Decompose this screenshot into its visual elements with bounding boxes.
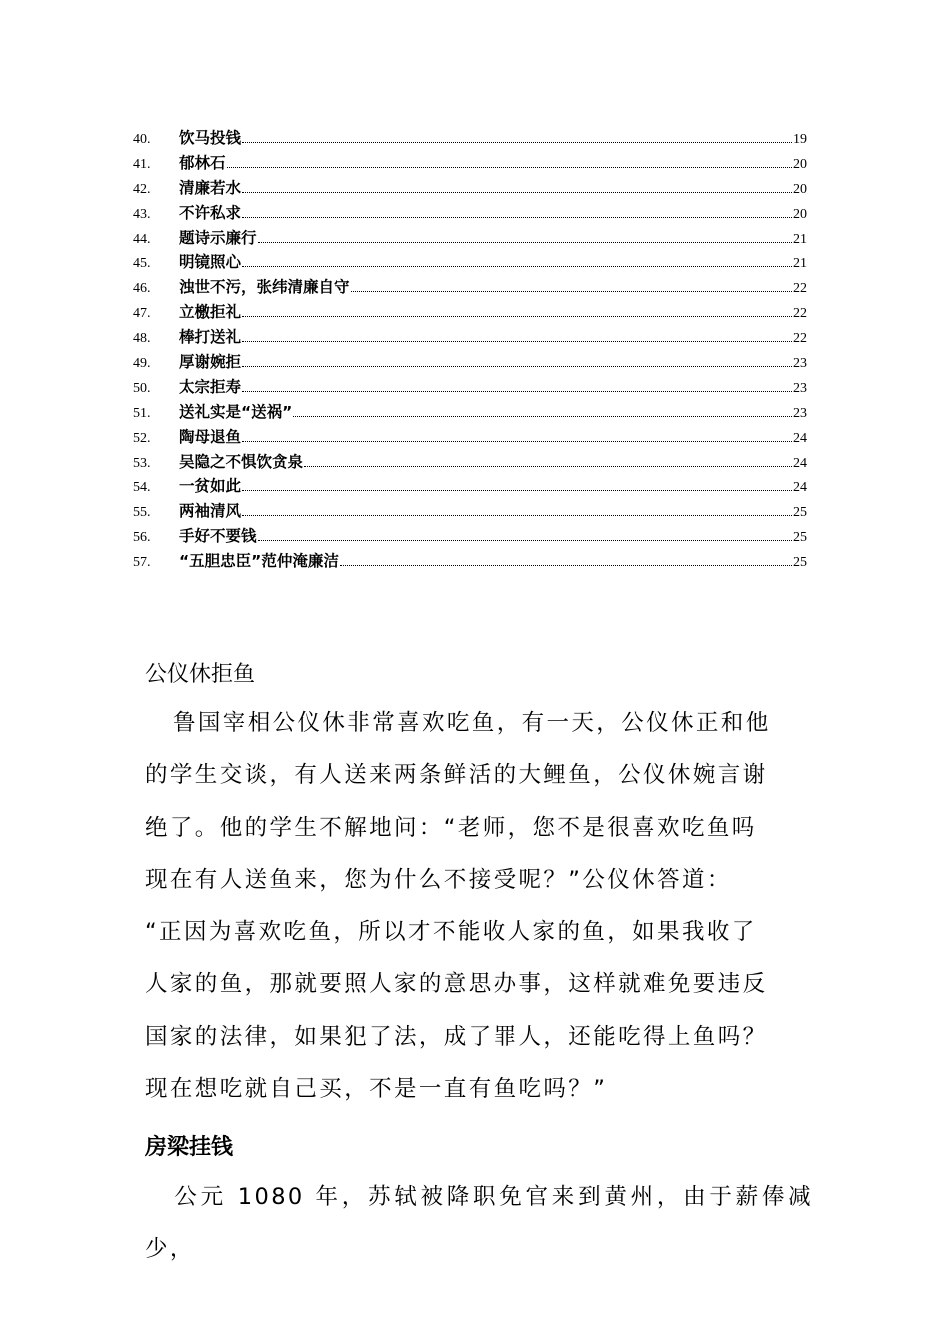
toc-dot-leader <box>242 440 792 442</box>
toc-entry-number: 51. <box>133 405 151 421</box>
toc-entry-title: 棒打送礼 <box>179 328 242 347</box>
toc-entry-number: 49. <box>133 356 151 372</box>
toc-entry-title: 清廉若水 <box>179 178 242 197</box>
toc-entry-number: 43. <box>133 206 151 222</box>
article-line <box>145 802 813 854</box>
toc-entry-number: 42. <box>133 181 151 197</box>
toc-entry-title: 浊世不污，张纬清廉自守 <box>179 278 350 297</box>
toc-entry-page: 24 <box>793 480 807 496</box>
toc-entry-page: 25 <box>793 530 807 546</box>
article-title-gongyixiu: 公仪休拒鱼 <box>145 662 256 687</box>
article-line <box>145 749 813 801</box>
article-line <box>145 697 813 749</box>
toc-entry-page: 21 <box>793 231 807 247</box>
toc-dot-leader <box>242 365 792 367</box>
toc-entry-title: 题诗示廉行 <box>179 228 257 247</box>
toc-entry-page: 25 <box>793 555 807 571</box>
toc-entry-number: 48. <box>133 331 151 347</box>
article-line-text: 鲁国宰相公仪休非常喜欢吃鱼，有一天，公仪休正和他 <box>173 710 771 736</box>
article-line <box>145 1063 813 1115</box>
article-title-fangliang: 房梁挂钱 <box>145 1135 234 1160</box>
article-line-text: 现在想吃就自己买，不是一直有鱼吃吗？” <box>145 1076 608 1103</box>
toc-dot-leader <box>242 265 792 267</box>
toc-dot-leader <box>293 415 792 417</box>
toc-entry[interactable] <box>133 126 807 151</box>
toc-entry-title: 手好不要钱 <box>179 527 257 546</box>
toc-entry-page: 20 <box>793 206 807 222</box>
toc-dot-leader <box>351 290 792 292</box>
article-line <box>145 1011 813 1063</box>
toc-entry-number: 46. <box>133 281 151 297</box>
toc-entry[interactable] <box>133 499 807 524</box>
toc-dot-leader <box>304 465 792 467</box>
toc-entry-number: 54. <box>133 480 151 496</box>
toc-entry-title: 一贫如此 <box>179 477 242 496</box>
article-line-text: 现在有人送鱼来，您为什么不接受呢？”公仪休答道： <box>145 866 732 893</box>
toc-entry[interactable] <box>133 226 807 251</box>
toc-entry[interactable] <box>133 425 807 450</box>
toc-entry[interactable] <box>133 275 807 300</box>
toc-entry-number: 50. <box>133 380 151 396</box>
toc-entry-page: 24 <box>793 430 807 446</box>
toc-entry-number: 57. <box>133 555 151 571</box>
toc-entry-page: 21 <box>793 256 807 272</box>
toc-entry[interactable] <box>133 250 807 275</box>
article-body-fangliang <box>145 1171 813 1276</box>
toc-dot-leader <box>242 390 792 392</box>
toc-entry-number: 40. <box>133 132 151 147</box>
toc-dot-leader <box>242 191 792 193</box>
toc-dot-leader <box>340 564 792 566</box>
toc-entry[interactable] <box>133 524 807 549</box>
toc-entry[interactable] <box>133 350 807 375</box>
toc-entry[interactable] <box>133 325 807 350</box>
toc-entry[interactable] <box>133 400 807 425</box>
toc-entry-page: 22 <box>793 306 807 322</box>
article-line-text: 公元 1080 年，苏轼被降职免官来到黄州，由于薪俸减少， <box>145 1184 813 1263</box>
toc-entry-number: 52. <box>133 430 151 446</box>
toc-entry-number: 44. <box>133 231 151 247</box>
toc-dot-leader <box>242 141 792 143</box>
toc-entry-page: 23 <box>793 380 807 396</box>
toc-entry-number: 53. <box>133 455 151 471</box>
toc-entry-title: 郁林石 <box>179 153 226 172</box>
toc-dot-leader <box>227 166 792 168</box>
toc-entry-title: 厚谢婉拒 <box>179 353 242 372</box>
toc-entry[interactable] <box>133 201 807 226</box>
toc-entry-number: 55. <box>133 505 151 521</box>
toc-entry[interactable] <box>133 300 807 325</box>
article-line-text: 的学生交谈，有人送来两条鲜活的大鲤鱼，公仪休婉言谢 <box>145 762 768 789</box>
toc-dot-leader <box>242 315 792 317</box>
article-line-text: 绝了。他的学生不解地问：“老师，您不是很喜欢吃鱼吗 <box>145 814 757 841</box>
toc-dot-leader <box>242 216 792 218</box>
toc-entry[interactable] <box>133 375 807 400</box>
toc-entry-page: 23 <box>793 356 807 372</box>
toc-entry-title: 送礼实是“送祸” <box>179 402 293 421</box>
toc-entry-page: 20 <box>793 181 807 197</box>
toc-dot-leader <box>242 514 792 516</box>
article-line <box>145 854 813 906</box>
toc-entry-page: 22 <box>793 281 807 297</box>
toc-entry-title: “五胆忠臣”范仲淹廉洁 <box>179 552 339 571</box>
article-body-gongyixiu <box>145 697 813 1115</box>
toc-entry-title: 陶母退鱼 <box>179 427 242 446</box>
toc-entry-page: 25 <box>793 505 807 521</box>
toc-dot-leader <box>242 340 792 342</box>
toc-entry-title: 不许私求 <box>179 203 242 222</box>
toc-entry[interactable] <box>133 450 807 475</box>
toc-dot-leader <box>258 241 792 243</box>
article-line-text: “正因为喜欢吃鱼，所以才不能收人家的鱼，如果我收了 <box>145 919 757 946</box>
toc-entry-page: 24 <box>793 455 807 471</box>
toc-entry-title: 两袖清风 <box>179 502 242 521</box>
toc-entry-title: 立檄拒礼 <box>179 303 242 322</box>
toc-entry[interactable] <box>133 549 807 574</box>
toc-dot-leader <box>258 539 792 541</box>
article-line <box>145 1171 813 1276</box>
toc-entry-title: 太宗拒寿 <box>179 377 242 396</box>
table-of-contents <box>133 126 807 574</box>
toc-entry[interactable] <box>133 474 807 499</box>
article-line-text: 人家的鱼，那就要照人家的意思办事，这样就难免要违反 <box>145 971 768 998</box>
toc-entry-page: 23 <box>793 405 807 421</box>
toc-entry-title: 明镜照心 <box>179 253 242 272</box>
toc-entry-page: 20 <box>793 156 807 172</box>
toc-entry-number: 45. <box>133 256 151 272</box>
toc-entry[interactable] <box>133 176 807 201</box>
toc-entry-number: 41. <box>133 156 151 172</box>
toc-entry-page: 22 <box>793 331 807 347</box>
toc-entry-title: 饮马投钱 <box>179 129 242 147</box>
toc-entry-number: 56. <box>133 530 151 546</box>
toc-entry-number: 47. <box>133 306 151 322</box>
article-line-text: 国家的法律，如果犯了法，成了罪人，还能吃得上鱼吗？ <box>145 1023 768 1050</box>
toc-entry-page: 19 <box>793 132 807 147</box>
article-line <box>145 958 813 1010</box>
article-line <box>145 906 813 958</box>
toc-dot-leader <box>242 489 792 491</box>
toc-entry-title: 吴隐之不惧饮贪泉 <box>179 452 304 471</box>
toc-entry[interactable] <box>133 151 807 176</box>
